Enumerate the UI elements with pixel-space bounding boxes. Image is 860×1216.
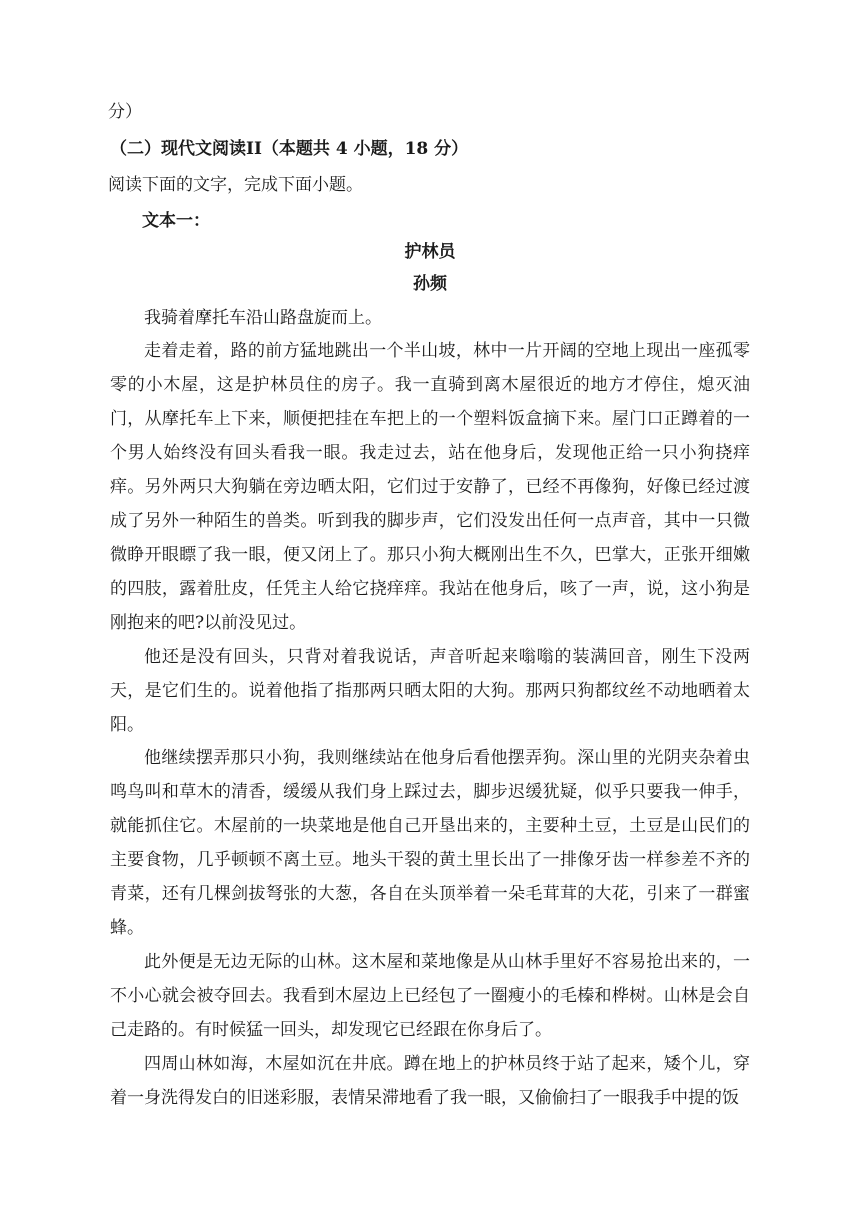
paragraph-text: 走着走着，路的前方猛地跳出一个半山坡，林中一片开阔的空地上现出一座孤零零的小木屋，这是护林员住的房子。我一直骑到离木屋很近的地方才停住，熄灭油门，从摩托车上下来，顺便把挂在车把上的一个塑料饭盒摘下来。屋门口正蹲着的一个男人始终没有回头看我一眼。我走过去，站在他身后，发现他正给一只小狗挠痒痒。另外两只大狗躺在旁边晒太阳，它们过于安静了，已经不再像狗，好像已经过渡成了另外一种陌生的兽类。听到我的脚步声，它们没发出任何一点声音，其中一只微微睁开眼瞟了我一眼，便又闭上了。那只小狗大概刚出生不久，巴掌大，正张开细嫩的四肢，露着肚皮，任凭主人给它挠痒痒。我站在他身后，咳了一声，说，这小狗是刚抱来的吧?以前没见过。 [110,341,750,633]
paragraph-3 [110,640,750,742]
paragraph-text: 我骑着摩托车沿山路盘旋而上。 [144,308,382,328]
story-author: 孙频 [413,274,447,294]
paragraph-2 [110,334,750,640]
paragraph-text: 四周山林如海，木屋如沉在井底。蹲在地上的护林员终于站了起来，矮个儿，穿着一身洗得发白的旧迷彩服，表情呆滞地看了我一眼，又偷偷扫了一眼我手中提的饭 [110,1054,750,1108]
continued-line: 分） [108,102,142,122]
story-title: 护林员 [404,242,456,262]
paragraph-text: 他继续摆弄那只小狗，我则继续站在他身后看他摆弄狗。深山里的光阴夹杂着虫鸣鸟叫和草木的清香，缓缓从我们身上踩过去，脚步迟缓犹疑，似乎只要我一伸手，就能抓住它。木屋前的一块菜地是他自己开垦出来的，主要种土豆，土豆是山民们的主要食物，几乎顿顿不离土豆。地头干裂的黄土里长出了一排像牙齿一样参差不齐的青菜，还有几棵剑拔弩张的大葱，各自在头顶举着一朵毛茸茸的大花，引来了一群蜜蜂。 [110,748,750,938]
paragraph-text: 此外便是无边无际的山林。这木屋和菜地像是从山林手里好不容易抢出来的，一不小心就会被夺回去。我看到木屋边上已经包了一圈瘦小的毛榛和桦树。山林是会自己走路的。有时候猛一回头，却发现它已经跟在你身后了。 [110,952,750,1040]
paragraph-5 [110,945,750,1047]
paragraph-1 [110,301,750,335]
paragraph-4 [110,741,750,945]
text-label: 文本一： [142,211,210,231]
paragraph-text: 他还是没有回头，只背对着我说话，声音听起来嗡嗡的装满回音，刚生下没两天，是它们生的。说着他指了指那两只晒太阳的大狗。那两只狗都纹丝不动地晒着太阳。 [110,647,750,735]
paragraph-6 [110,1047,750,1115]
section-heading: （二）现代文阅读II（本题共 4 小题，18 分） [110,139,469,159]
instruction-text: 阅读下面的文字，完成下面小题。 [108,175,363,195]
